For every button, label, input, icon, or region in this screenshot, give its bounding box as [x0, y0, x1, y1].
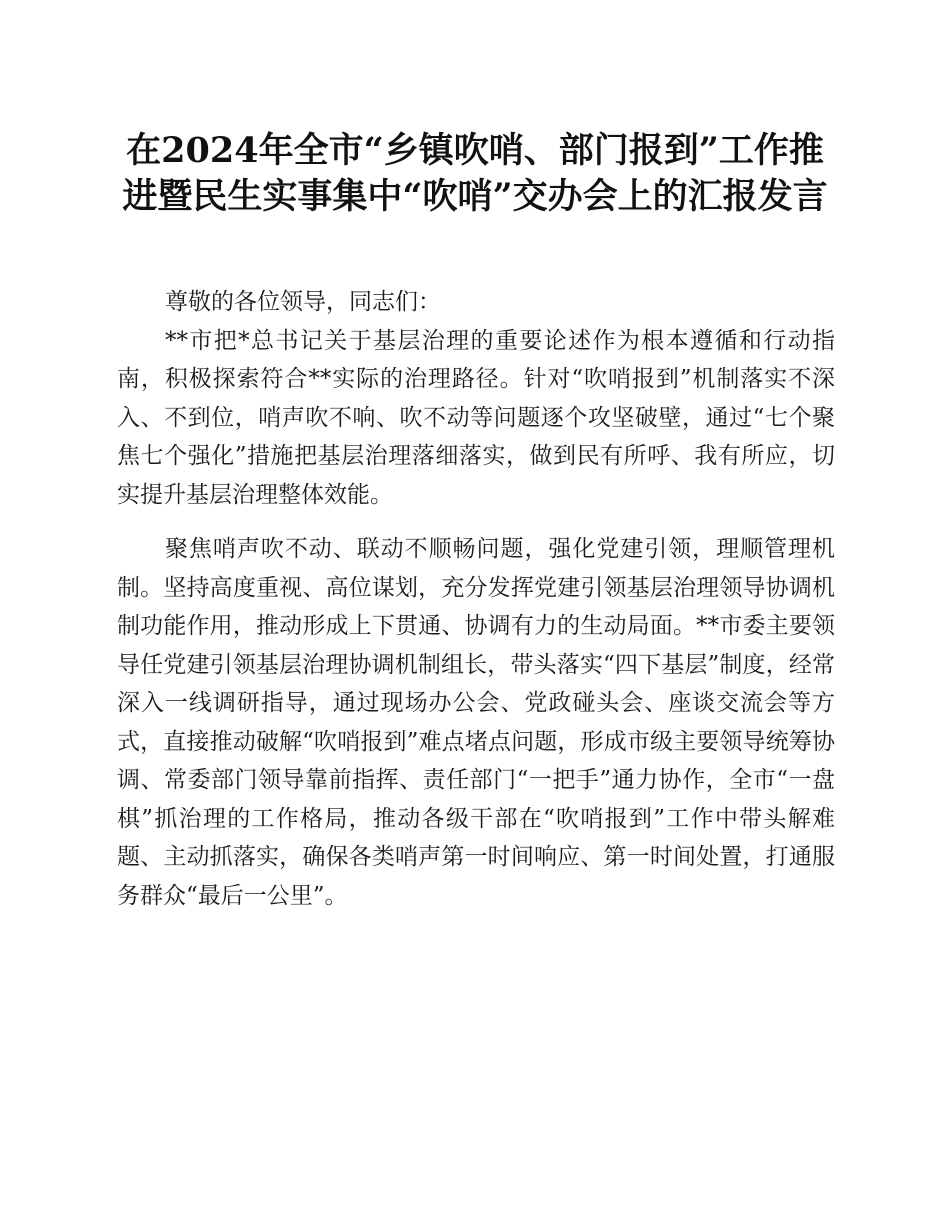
paragraph-intro: **市把*总书记关于基层治理的重要论述作为根本遵循和行动指南，积极探索符合**实际的治理路径。针对“吹哨报到”机制落实不深入、不到位，哨声吹不响、吹不动等问题逐个攻坚破壁，通过“七个聚焦七个强化”措施把基层治理落细落实，做到民有所呼、我有所应，切实提升基层治理整体效能。 [117, 327, 835, 508]
greeting: 尊敬的各位领导，同志们： [165, 289, 441, 315]
document-title: 在2024年全市“乡镇吹哨、部门报到”工作推进暨民生实事集中“吹哨”交办会上的汇报发言 [122, 130, 828, 217]
document-body [117, 283, 835, 915]
paragraph-party-leadership: 聚焦哨声吹不动、联动不顺畅问题，强化党建引领，理顺管理机制。坚持高度重视、高位谋划，充分发挥党建引领基层治理领导协调机制功能作用，推动形成上下贯通、协调有力的生动局面。**市委主要领导任党建引领基层治理协调机制组长，带头落实“四下基层”制度，经常深入一线调研指导，通过现场办公会、党政碰头会、座谈交流会等方式，直接推动破解“吹哨报到”难点堵点问题，形成市级主要领导统筹协调、常委部门领导靠前指挥、责任部门“一把手”通力协作，全市“一盘棋”抓治理的工作格局，推动各级干部在“吹哨报到”工作中带头解难题、主动抓落实，确保各类哨声第一时间响应、第一时间处置，打通服务群众“最后一公里”。 [117, 536, 835, 909]
